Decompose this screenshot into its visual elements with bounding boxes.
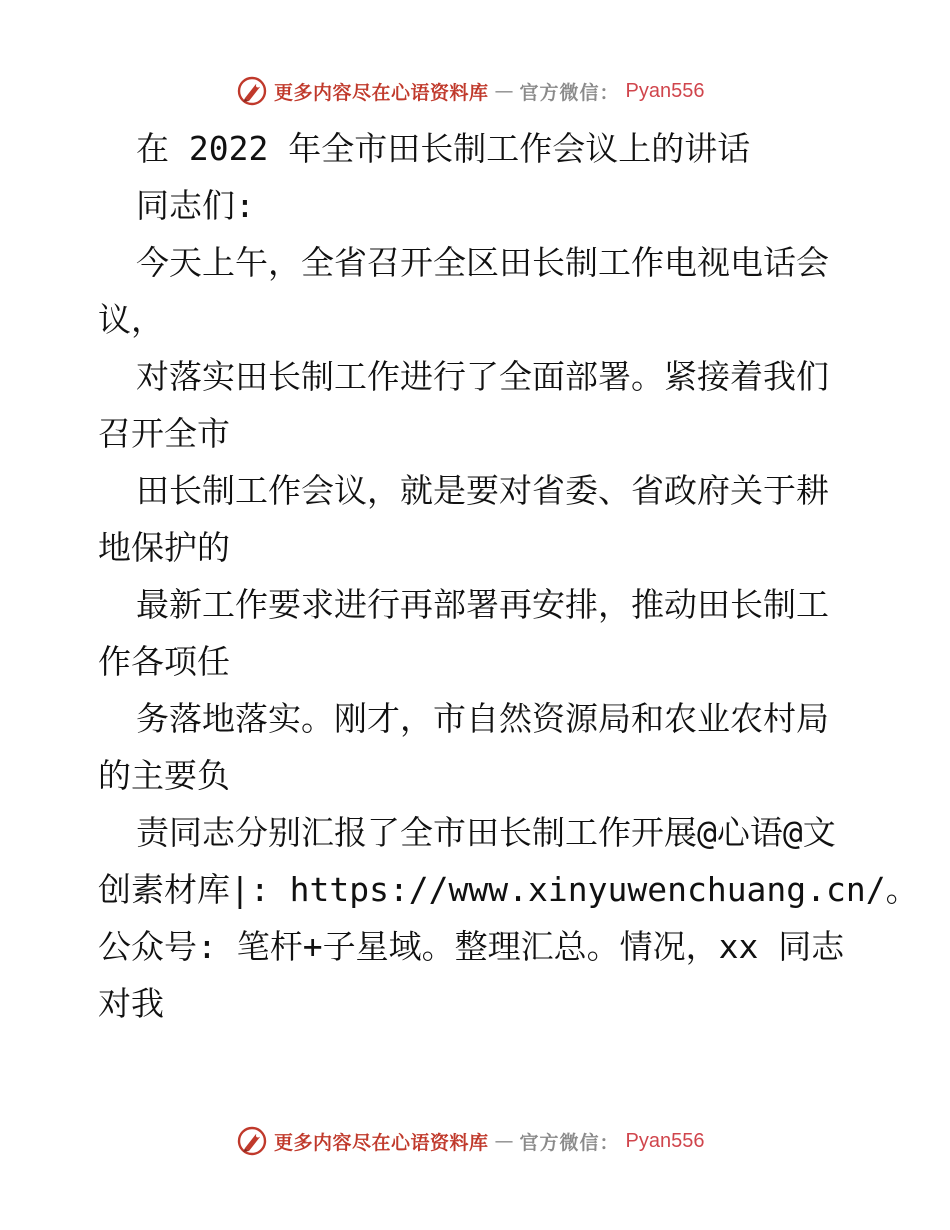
- text-line: 公众号: 笔杆+子星域。整理汇总。情况，xx 同志: [98, 927, 845, 966]
- banner-wechat-label: 官方微信：: [519, 81, 620, 104]
- text-line: 对我: [98, 984, 164, 1023]
- document-body: [98, 120, 919, 1032]
- banner-site-text: 更多内容尽在心语资料库: [274, 81, 489, 104]
- text-line: 最新工作要求进行再部署再安排，推动田长制工: [136, 585, 829, 624]
- text-line: 召开全市: [98, 414, 230, 453]
- text-line: 议，: [98, 300, 164, 339]
- text-line: 地保护的: [98, 528, 230, 567]
- header-watermark-banner: [236, 74, 705, 108]
- banner-wechat-id: Pyan556: [625, 79, 705, 102]
- text-line: 田长制工作会议，就是要对省委、省政府关于耕: [136, 471, 829, 510]
- salutation: 同志们:: [136, 186, 255, 225]
- footer-watermark-banner: [236, 1124, 705, 1158]
- text-line: 对落实田长制工作进行了全面部署。紧接着我们: [136, 357, 829, 396]
- text-line: 今天上午，全省召开全区田长制工作电视电话会: [136, 243, 829, 282]
- text-line: 务落地落实。刚才，市自然资源局和农业农村局: [136, 699, 829, 738]
- banner-wechat-id: Pyan556: [625, 1129, 705, 1152]
- banner-site-text: 更多内容尽在心语资料库: [274, 1131, 489, 1154]
- text-line: 的主要负: [98, 756, 230, 795]
- banner-wechat-label: 官方微信：: [519, 1131, 620, 1154]
- text-line: 作各项任: [98, 642, 230, 681]
- document-title: 在 2022 年全市田长制工作会议上的讲话: [136, 129, 751, 168]
- text-line: 创素材库|: https://www.xinyuwenchuang.cn/。: [98, 870, 919, 909]
- banner-dash: —: [494, 1130, 514, 1152]
- text-line: 责同志分别汇报了全市田长制工作开展@心语@文: [136, 813, 836, 852]
- pen-logo-icon: [236, 75, 268, 107]
- pen-logo-icon: [236, 1125, 268, 1157]
- banner-dash: —: [494, 80, 514, 102]
